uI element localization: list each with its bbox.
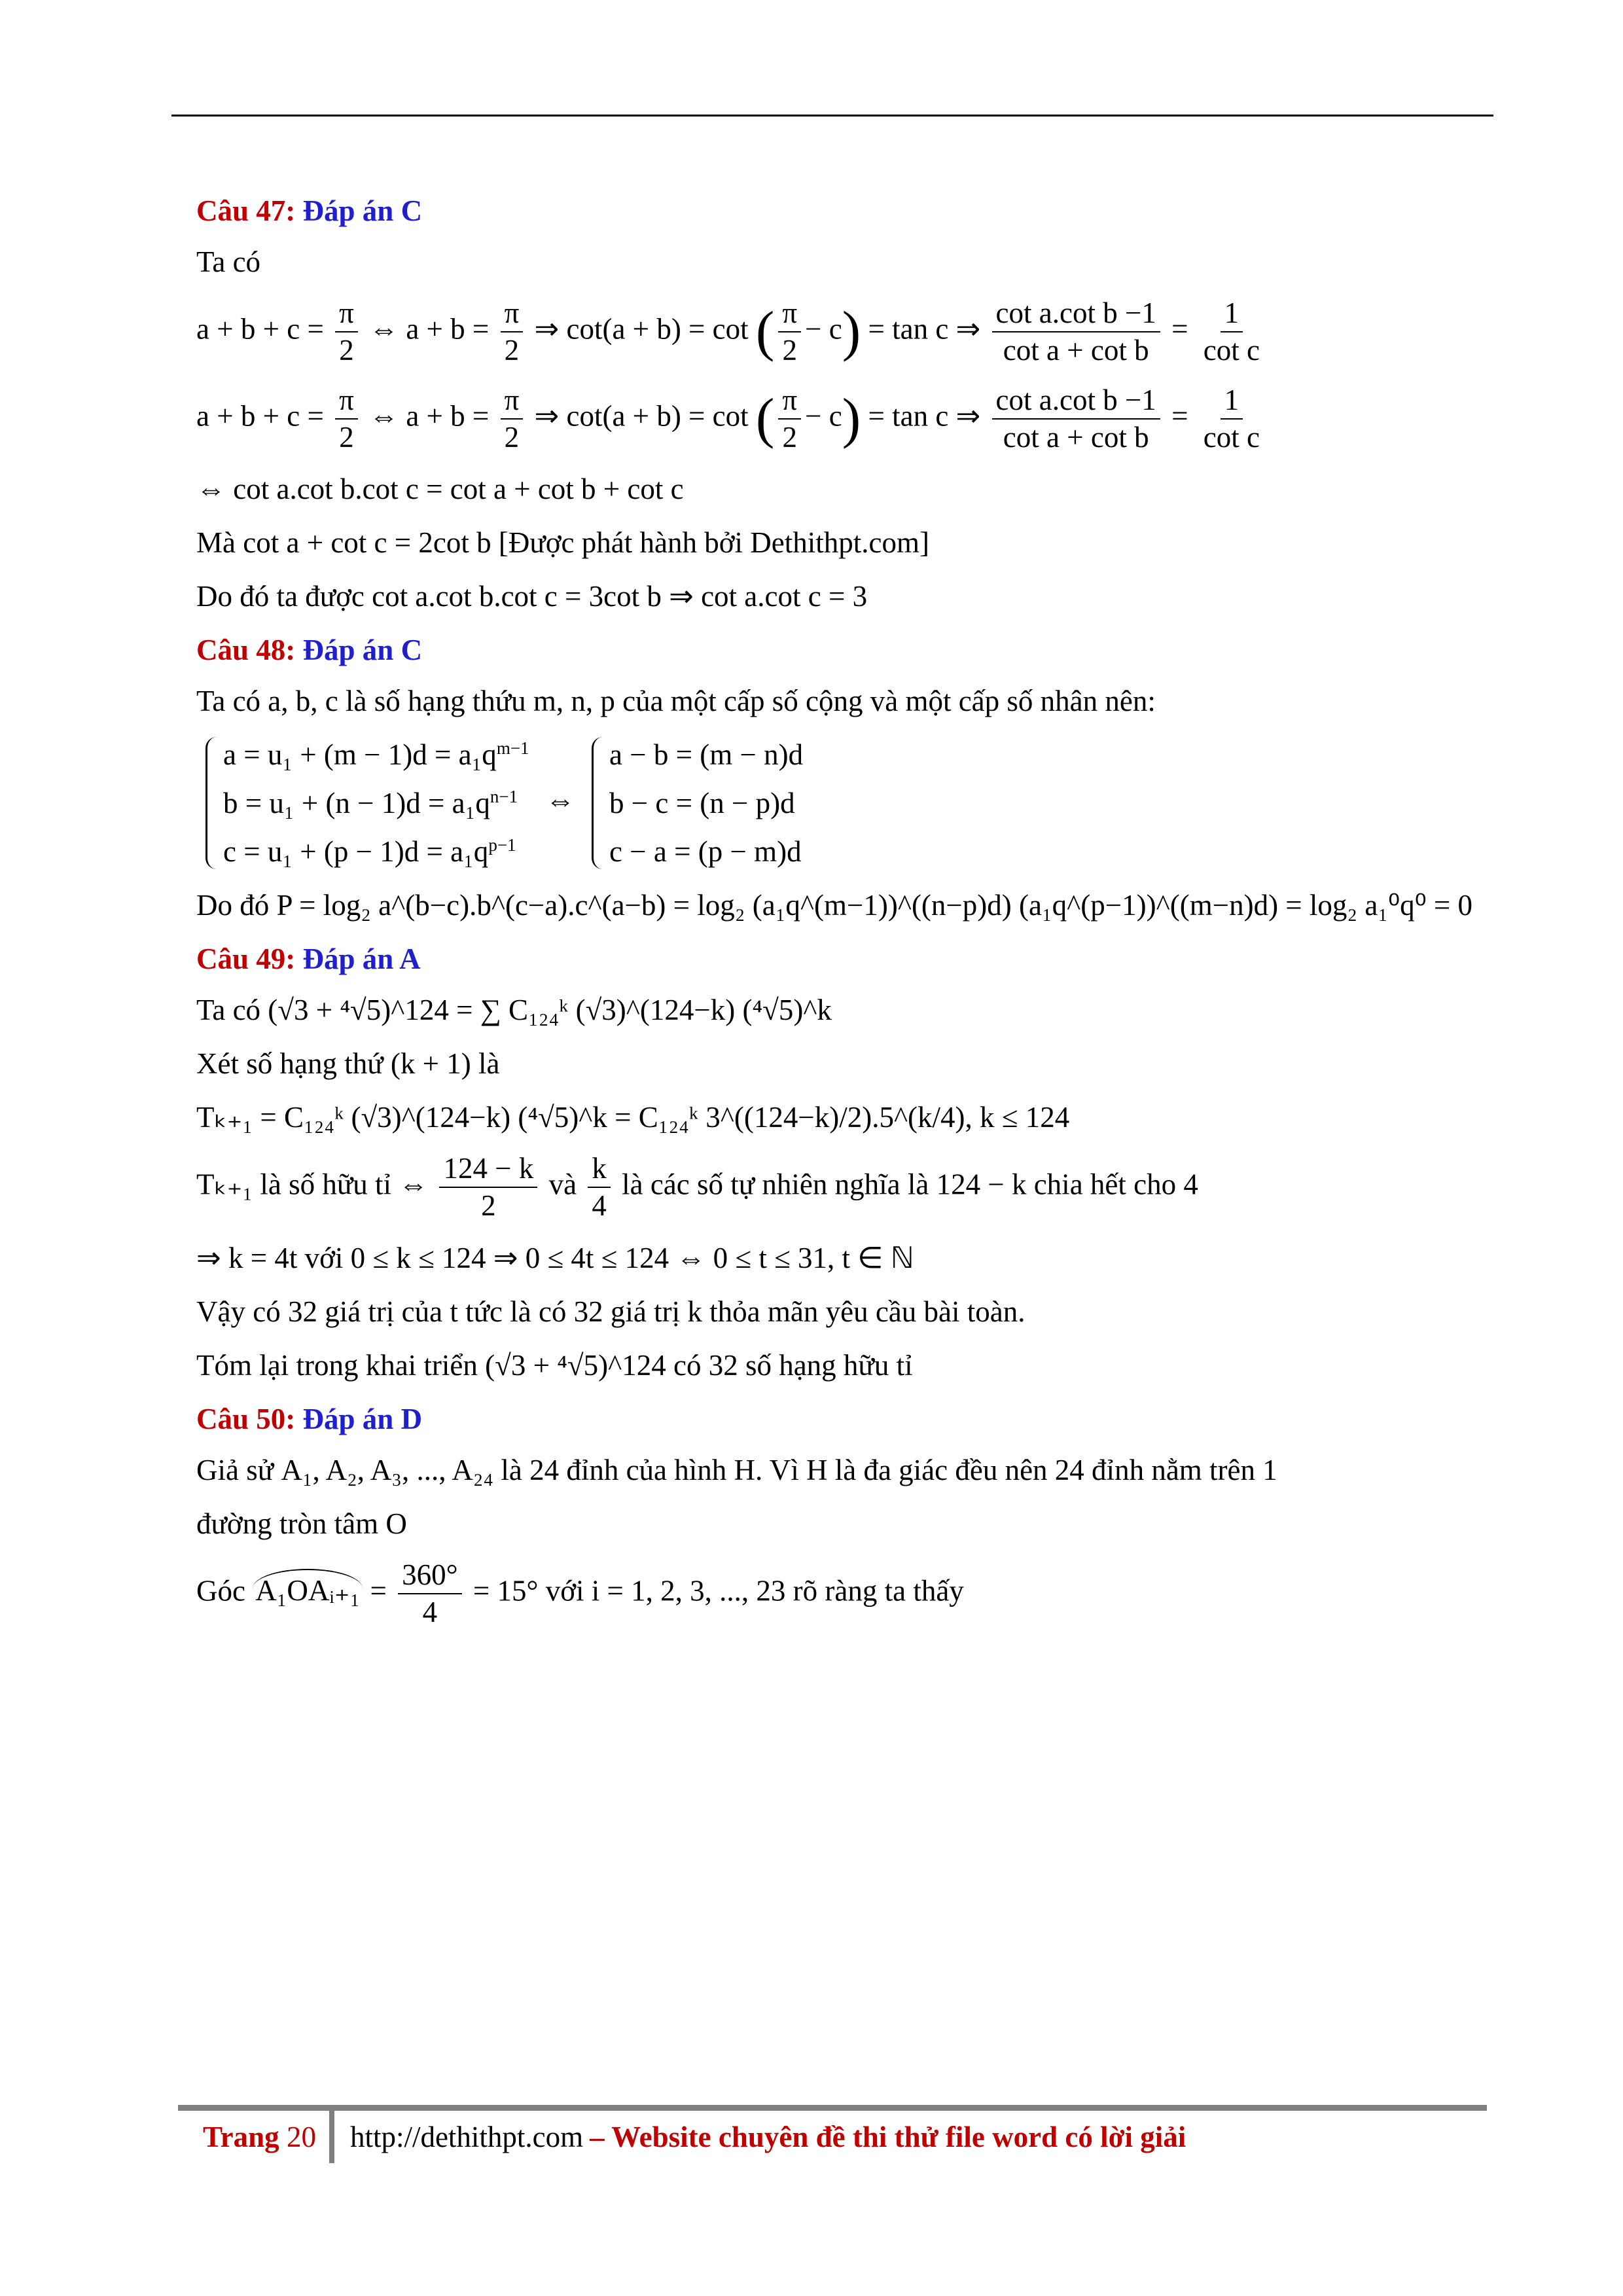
q47-intro: Ta có bbox=[196, 245, 261, 278]
q49-line-3: Tₖ₊₁ = C₁₂₄ᵏ (√3)^(124−k) (⁴√5)^k = C₁₂₄ᵏ 3^((124−k)/2).5^(k/4), k ≤ 124 bbox=[196, 1101, 1070, 1134]
q48-heading: Câu 48: Đáp án C bbox=[196, 634, 423, 666]
q49-line-5: ⇒ k = 4t với 0 ≤ k ≤ 124 ⇒ 0 ≤ 4t ≤ 124 ⇔ 0 ≤ t ≤ 31, t ∈ ℕ bbox=[196, 1241, 914, 1274]
q47-equation-1: a + b + c = $\frac{\pi}{2}$ ⇔ a + b = $\frac{\pi}{2}$ ⇒ cot(a + b) = cot ( $\frac{\pi}{2}$ − c) = tan c ⇒ $\frac{\text{cot a.cot b −1}}{\text{cot a + cot b}}$ = $\frac{1}{\text{cot c}}$ bbox=[196, 296, 1260, 367]
footer-site-link[interactable]: http://dethithpt.com bbox=[349, 2121, 584, 2153]
q50-heading: Câu 50: Đáp án D bbox=[196, 1402, 423, 1435]
page-footer bbox=[203, 2111, 1186, 2163]
page-number: Trang 20 bbox=[203, 2121, 316, 2153]
q47-line-4: Mà cot a + cot c = 2cot b [Được phát hành bởi Dethithpt.com] bbox=[196, 526, 929, 559]
q50-line-2: đường tròn tâm O bbox=[196, 1507, 407, 1540]
q49-line-7: Tóm lại trong khai triển (√3 + ⁴√5)^124 có 32 số hạng hữu tỉ bbox=[196, 1348, 913, 1382]
page-content bbox=[196, 193, 1479, 1646]
footer-rule bbox=[178, 2105, 1487, 2111]
q48-conclusion: Do đó P = log₂ a^(b−c).b^(c−a).c^(a−b) = log₂ (a₁q^(m−1))^((n−p)d) (a₁q^(p−1))^((m−n)d) = log₂ a₁⁰q⁰ = 0 bbox=[196, 889, 1472, 922]
q47-heading: Câu 47: Đáp án C bbox=[196, 194, 423, 227]
angle-arc: A₁OAᵢ₊₁ bbox=[253, 1569, 363, 1608]
q47-equation-3: ⇔ cot a.cot b.cot c = cot a + cot b + cot c bbox=[196, 473, 684, 505]
q48-system: $a = u_1 + (m - 1)d = a_1q^{m-1}$ $b = u_1 + (n - 1)d = a_1q^{n-1}$ $c = u_1 + (p - 1)d = a_1q^{p-1}$ ⇔ a − b = (m − n)d b − c = (n − p)d c − a = (p − m)d bbox=[196, 737, 1479, 869]
q49-line-2: Xét số hạng thứ (k + 1) là bbox=[196, 1047, 500, 1080]
q49-line-6: Vậy có 32 giá trị của t tức là có 32 giá trị k thỏa mãn yêu cầu bài toàn. bbox=[196, 1295, 1026, 1328]
q47-equation-2: a + b + c = $\frac{\pi}{2}$ ⇔ a + b = $\frac{\pi}{2}$ ⇒ cot(a + b) = cot ( $\frac{\pi}{2}$ − c) = tan c ⇒ $\frac{\text{cot a.cot b −1}}{\text{cot a + cot b}}$ = $\frac{1}{\text{cot c}}$ bbox=[196, 383, 1260, 454]
q48-intro: Ta có a, b, c là số hạng thứu m, n, p của một cấp số cộng và một cấp số nhân nên: bbox=[196, 685, 1156, 717]
q48-system-right: a − b = (m − n)d b − c = (n − p)d c − a = (p − m)d bbox=[592, 737, 803, 869]
header-rule bbox=[171, 115, 1493, 117]
footer-separator bbox=[329, 2111, 334, 2163]
q49-line-4: Tₖ₊₁ là số hữu tỉ ⇔ $\frac{124 - k}{2}$ và $\frac{k}{4}$ là các số tự nhiên nghĩa là 124 − k chia hết cho 4 bbox=[196, 1152, 1198, 1223]
q49-heading: Câu 49: Đáp án A bbox=[196, 942, 421, 975]
q47-line-5: Do đó ta được cot a.cot b.cot c = 3cot b ⇒ cot a.cot c = 3 bbox=[196, 580, 868, 613]
q48-system-left: $a = u_1 + (m - 1)d = a_1q^{m-1}$ $b = u_1 + (n - 1)d = a_1q^{n-1}$ $c = u_1 + (p - 1)d = a_1q^{p-1}$ bbox=[205, 737, 529, 869]
footer-tagline: – Website chuyên đề thi thử file word có lời giải bbox=[590, 2121, 1186, 2153]
q50-line-1: Giả sử A₁, A₂, A₃, ..., A₂₄ là 24 đỉnh của hình H. Vì H là đa giác đều nên 24 đỉnh nằm trên 1 bbox=[196, 1453, 1277, 1486]
q49-line-1: Ta có (√3 + ⁴√5)^124 = ∑ C₁₂₄ᵏ (√3)^(124−k) (⁴√5)^k bbox=[196, 994, 832, 1026]
q50-line-3: Góc A₁OAᵢ₊₁ = $\frac{360^\circ}{4}$ = 15° với i = 1, 2, 3, ..., 23 rõ ràng ta thấy bbox=[196, 1558, 964, 1628]
